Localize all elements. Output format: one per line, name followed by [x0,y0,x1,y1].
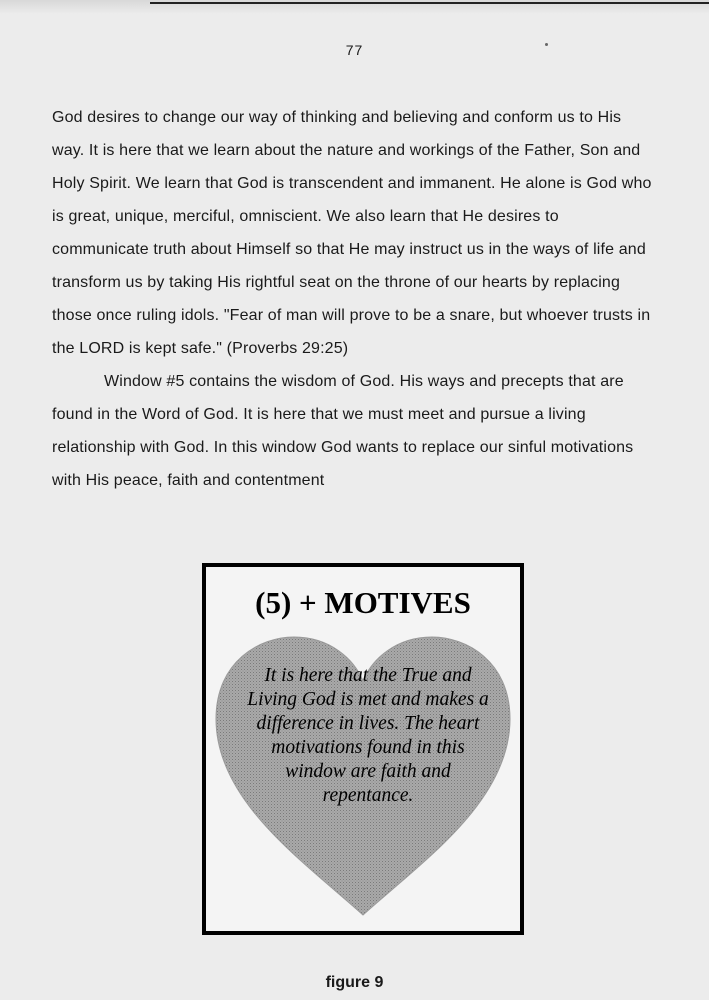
top-rule [150,2,709,4]
figure-caption: figure 9 [325,974,384,991]
figure-title: (5) + MOTIVES [255,585,471,620]
heart-text: It is here that the True and Living God is met and makes a difference in lives. The heart motivations found in this window are faith and repentance. [247,665,489,806]
page-number: 77 [345,42,364,58]
figure-box [202,563,524,935]
paragraph-1: God desires to change our way of thinking and believing and conform us to His way. It is here that we learn about the nature and workings of the Father, Son and Holy Spirit. We learn that God is transcendent and immanent. He alone is God who is great, unique, merciful, omniscient. We also learn that He desires to communicate truth about Himself so that He may instruct us in the ways of life and transform us by taking His rightful seat on the throne of our hearts by replacing those once ruling idols. "Fear of man will prove to be a snare, but whoever trusts in the LORD is kept safe." (Proverbs 29:25) [52,109,652,357]
body-text [52,101,652,497]
paragraph-2: Window #5 contains the wisdom of God. His ways and precepts that are found in the Word of God. It is here that we must meet and pursue a living relationship with God. In this window God wants to replace our sinful motivations with His peace, faith and contentment [52,373,634,489]
